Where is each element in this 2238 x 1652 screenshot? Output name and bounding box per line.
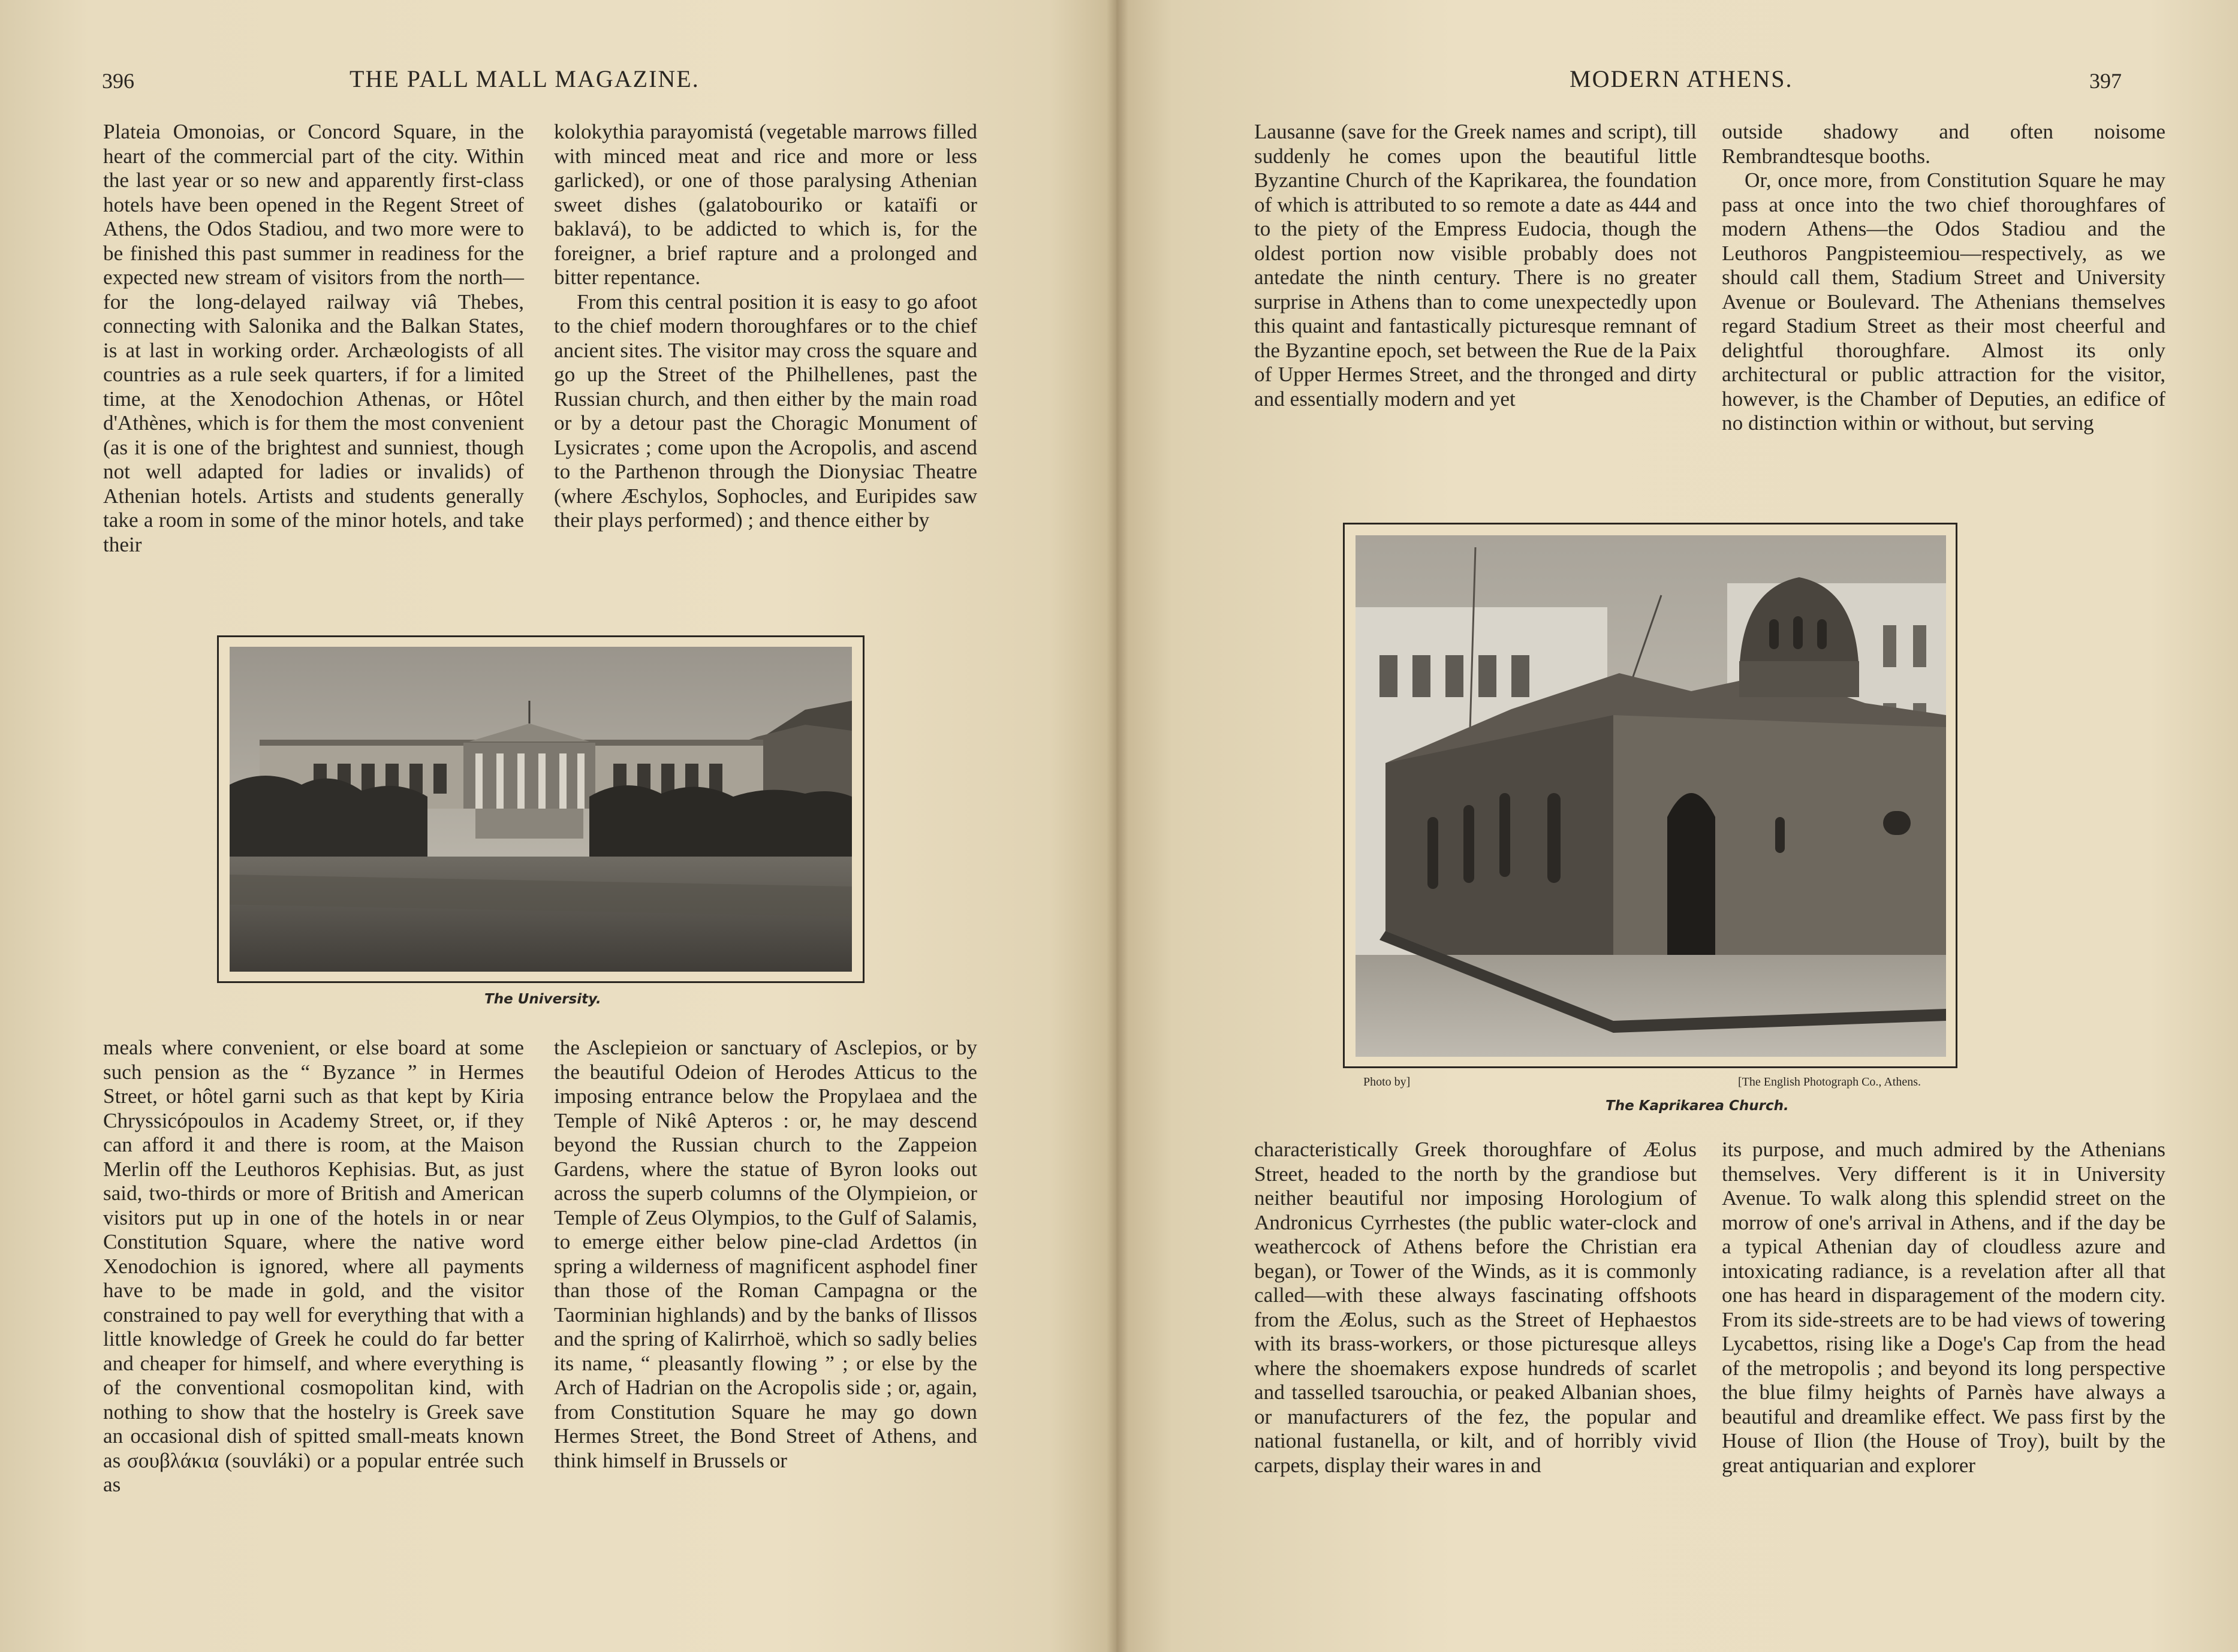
photo-credit-left: Photo by]	[1363, 1075, 1411, 1089]
right-column-1-top	[1254, 120, 1697, 411]
paragraph: its purpose, and much admired by the Athenians themselves. Very different is it in University Avenue. To walk along this splendid street on the morrow of one's arrival in Athens, and if the day be a typical Athenian day of cloudless azure and intoxicating radiance, is a revelation after all that one has heard in disparagement of the modern city. From its side-streets are to be had views of towering Lycabettos, rising like a Doge's Cap from the head of the metropolis ; and beyond its long perspective the blue filmy heights of Parnès have always a beautiful and dreamlike effect. We pass first by the House of Ilion (the House of Troy), built by the great antiquarian and explorer	[1722, 1138, 2165, 1477]
page-number: 396	[102, 69, 134, 93]
left-column-2-top	[554, 120, 977, 533]
right-column-1-bottom	[1254, 1138, 1697, 1478]
paragraph: From this central position it is easy to go afoot to the chief modern thoroughfares or to the chief ancient sites. The visitor may cross the square and go up the Street of the Philhellenes, past the Russian church, and then either by the main road or by a detour past the Choragic Monument of Lysicrates ; come upon the Acropolis, and ascend to the Parthenon through the Dionysiac Theatre (where Æschylos, Sophocles, and Euripides saw their plays performed) ; and thence either by	[554, 290, 977, 532]
university-image	[230, 647, 852, 972]
book-gutter	[1107, 0, 1128, 1652]
photo-credit-right: [The English Photograph Co., Athens.	[1738, 1075, 1921, 1089]
running-head: MODERN ATHENS.	[1570, 65, 1793, 92]
paragraph: Lausanne (save for the Greek names and script), till suddenly he comes upon the beautiful little Byzantine Church of the Kaprikarea, the foundation of which is attributed to so remote a date as 444 and to the piety of the Empress Eudocia, though the oldest portion now visible probably does not antedate the ninth century. There is no greater surprise in Athens than to come unexpectedly upon this quaint and fantastically picturesque remnant of the Byzantine epoch, set between the Rue de la Paix of Upper Hermes Street, and the thronged and dirty and essentially modern and yet	[1254, 120, 1697, 411]
left-column-2-bottom	[554, 1036, 977, 1473]
paragraph: the Asclepieion or sanctuary of Asclepios, or by the beautiful Odeion of Herodes Atticus to the imposing entrance below the Propylaea and the Temple of Nikê Apteros : or, he may descend beyond the Russian church to the Zappeion Gardens, where the statue of Byron looks out across the superb columns of the Olympieion, or Temple of Zeus Olympios, to the Gulf of Salamis, to emerge either below pine-clad Ardettos (in spring a wilderness of magnificent asphodel finer than those of the Roman Campagna or the Taorminian highlands) and by the banks of Ilissos and the spring of Kalirrhoë, which so sadly belies its name, “ pleasantly flowing ” ; or else by the Arch of Hadrian on the Acropolis side ; or, again, from Constitution Square he may go down Hermes Street, the Bond Street of Athens, and think himself in Brussels or	[554, 1036, 977, 1472]
kaprikarea-image	[1356, 535, 1946, 1057]
page-number: 397	[2089, 69, 2122, 93]
paragraph: characteristically Greek thoroughfare of Æolus Street, headed to the north by the grandiose but neither beautiful nor imposing Horologium of Andronicus Cyrrhestes (the public water-clock and weathercock of Athens before the Christian era began), or Tower of the Winds, as it is commonly called—with these always fascinating offshoots from the Æolus, such as the Street of Hephaestos with its brass-workers, or those picturesque alleys where the shoemakers expose hundreds of scarlet and tasselled tsarouchia, or peaked Albanian shoes, or manufacturers of the fez, the popular and national fustanella, or kilt, and of horribly vivid carpets, display their wares in and	[1254, 1138, 1697, 1477]
running-head: THE PALL MALL MAGAZINE.	[350, 65, 700, 92]
right-column-2-bottom	[1722, 1138, 2165, 1478]
paragraph: Plateia Omonoias, or Concord Square, in the heart of the commercial part of the city. Within the last year or so new and apparently first-class hotels have been opened in the Regent Street of Athens, the Odos Stadiou, and two more were to be finished this past summer in readiness for the expected new stream of visitors from the north—for the long-delayed railway viâ Thebes, connecting with Salonika and the Balkan States, is at last in working order. Archæologists of all countries as a rule seek quarters, if for a limited time, at the Xenodochion Athenas, or Hôtel d'Athènes, which is for them the most convenient (as it is one of the brightest and sunniest, though not well adapted for ladies or invalids) of Athenian hotels. Artists and students generally take a room in some of the minor hotels, and take their	[103, 120, 524, 556]
university-photo	[217, 635, 865, 983]
left-column-1-top	[103, 120, 524, 557]
left-column-1-bottom	[103, 1036, 524, 1497]
kaprikarea-photo	[1343, 523, 1957, 1068]
right-column-2-top	[1722, 120, 2165, 436]
paragraph: meals where convenient, or else board at some such pension as the “ Byzance ” in Hermes Street, or hôtel garni such as that kept by Kiria Chryssicópoulos in Academy Street, or, if they can afford it and there is room, at the Maison Merlin off the Leuthoros Kephisias. But, as just said, two-thirds or more of British and American visitors put up in one of the hotels in or near Constitution Square, where the native word Xenodochion is ignored, where all payments have to be made in gold, and the visitor constrained to pay well for everything that with a little knowledge of Greek he could do far better and cheaper for himself, and where everything is of the conventional cosmopolitan kind, with nothing to show that the hostelry is Greek save an occasional dish of spitted small-meats known as σουβλάκια (souvláki) or a popular entrée such as	[103, 1036, 524, 1496]
paragraph: kolokythia parayomistá (vegetable marrows filled with minced meat and rice and more or less garlicked), or one of those paralysing Athenian sweet dishes (galatobouriko or kataïfi or baklavá), to be addicted to which is, for the foreigner, a brief rapture and a prolonged and bitter repentance.	[554, 120, 977, 289]
right-page	[1116, 0, 2238, 1652]
left-page	[0, 0, 1116, 1652]
paragraph: Or, once more, from Constitution Square he may pass at once into the two chief thoroughfares of modern Athens—the Odos Stadiou and the Leuthoros Pangpisteemiou—respectively, as we should call them, Stadium Street and University Avenue or Boulevard. The Athenians themselves regard Stadium Street as their most cheerful and delightful thoroughfare. Almost its only architectural or public attraction for the visitor, however, is the Chamber of Deputies, an edifice of no distinction within or without, but serving	[1722, 168, 2165, 435]
photo-caption: The Kaprikarea Church.	[1606, 1098, 1789, 1114]
photo-caption: The University.	[484, 991, 601, 1007]
paragraph: outside shadowy and often noisome Rembrandtesque booths.	[1722, 120, 2165, 168]
